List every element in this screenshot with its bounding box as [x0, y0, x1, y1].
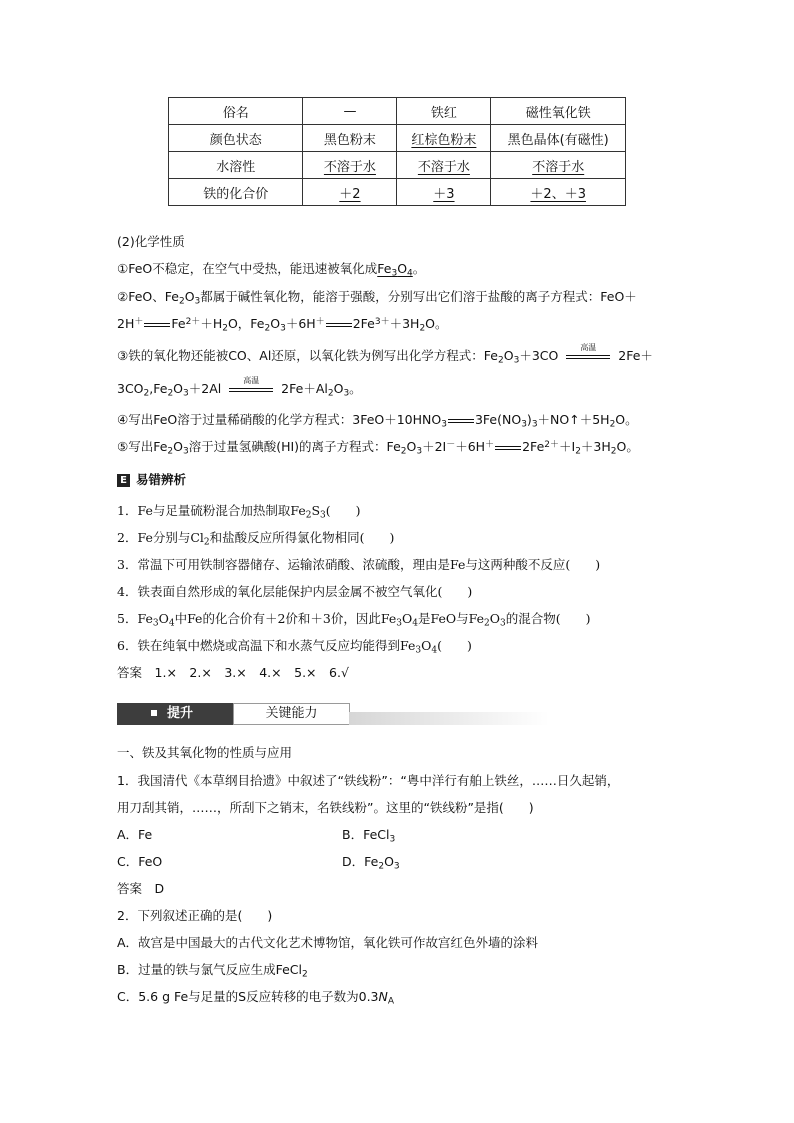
table-cell: [303, 179, 397, 206]
section-banner: [117, 703, 430, 725]
table-cell: —: [303, 98, 397, 125]
question-2: 2．下列叙述正确的是( ): [117, 908, 273, 923]
chem-point-2-equations: 2H＋ $Fe^{2+}+H_2O$，$Fe_2O_3+6H^+$ $2Fe^{3+}+3H_2O$。: [117, 316, 448, 334]
question-1-option-d: D．$Fe_2O_3$: [342, 854, 400, 872]
table-cell: [303, 152, 397, 179]
error-item-1: 1．Fe与足量硫粉混合加热制取$Fe_2S_3$( ): [117, 503, 361, 521]
iron-oxide-properties-table: [168, 97, 626, 206]
table-row: [169, 152, 626, 179]
table-row: [169, 98, 626, 125]
table-cell: 黑色粉末: [303, 125, 397, 152]
question-2-option-a: A．故宫是中国最大的古代文化艺术博物馆，氧化铁可作故宫红色外墙的涂料: [117, 935, 539, 950]
error-item-2: 2．Fe分别与$Cl_2$和盐酸反应所得氯化物相同( ): [117, 530, 395, 548]
question-2-option-b: B．过量的铁与氯气反应生成FeCl$_2$: [117, 962, 308, 980]
question-1-option-c: C．FeO: [117, 854, 163, 869]
question-1-line-1: 1．我国清代《本草纲目拾遗》中叙述了“铁线粉”：“粤中洋行有舶上铁丝，……日久起销，: [117, 773, 620, 788]
table-cell: 俗名: [169, 98, 303, 125]
question-2-option-c: C．5.6 g Fe与足量的S反应转移的电子数为$0.3N_A$: [117, 989, 395, 1007]
answer-blank: 不溶于水: [532, 159, 585, 175]
error-answers: 答案 1.× 2.× 3.× 4.× 5.× 6.√: [117, 665, 349, 680]
reaction-condition: 高温: [566, 350, 610, 364]
table-cell: [491, 152, 626, 179]
error-item-3: 3．常温下可用铁制容器储存、运输浓硝酸、浓硫酸，理由是Fe与这两种酸不反应( ): [117, 557, 601, 572]
chem-point-3-cont: $3CO_2,Fe_2O_3+2Al$ 高温 $2Fe+Al_2O_3$。: [117, 375, 362, 399]
answer-blank: ＋3: [433, 186, 455, 202]
table-cell: [397, 152, 491, 179]
table-cell: 铁红: [397, 98, 491, 125]
error-item-5: 5．$Fe_3O_4$中Fe的化合价有＋2价和＋3价，因此$Fe_3O_4$是FeO与$Fe_2O_3$的混合物( ): [117, 611, 591, 629]
banner-tab-key-ability: 关键能力: [233, 703, 350, 725]
table-cell: 水溶性: [169, 152, 303, 179]
table-cell: [397, 179, 491, 206]
chem-point-2: ②FeO、$Fe_2O_3$都属于碱性氧化物，能溶于强酸，分别写出它们溶于盐酸的离子方程式：FeO＋: [117, 289, 637, 307]
question-1-option-a: A．Fe: [117, 827, 153, 842]
chem-point-4: ④写出FeO溶于过量稀硝酸的化学方程式：$3FeO+10HNO_3$ $3Fe(NO_3)_3+NO↑+5H_2O$。: [117, 412, 638, 430]
question-1-option-b: B．FeCl$_3$: [342, 827, 396, 845]
answer-blank: 不溶于水: [323, 159, 376, 175]
table-cell: 铁的化合价: [169, 179, 303, 206]
chem-properties-heading: (2)化学性质: [117, 234, 185, 249]
question-1-answer: 答案 D: [117, 881, 165, 896]
error-item-4: 4．铁表面自然形成的氧化层能保护内层金属不被空气氧化( ): [117, 584, 473, 599]
table-cell: 黑色晶体(有磁性): [491, 125, 626, 152]
chem-point-3: ③铁的氧化物还能被CO、Al还原，以氧化铁为例写出化学方程式：$Fe_2O_3+3CO$ 高温 2Fe＋: [117, 342, 653, 366]
error-item-6: 6．铁在纯氧中燃烧或高温下和水蒸气反应均能得到$Fe_3O_4$( ): [117, 638, 472, 656]
section-badge-icon: E: [117, 474, 130, 487]
answer-blank: ＋2: [339, 186, 361, 202]
banner-gradient: [349, 712, 549, 725]
chem-point-5: ⑤写出$Fe_2O_3$溶于过量氢碘酸(HI)的离子方程式：$Fe_2O_3+2I^-+6H^+$ $2Fe^{2+}+I_2+3H_2O$。: [117, 439, 639, 457]
error-analysis-heading: E 易错辨析: [117, 471, 186, 489]
reaction-condition: 高温: [229, 383, 273, 397]
table-cell: [397, 125, 491, 152]
question-1-line-2: 用刀刮其销，……，所刮下之销末，名铁线粉”。这里的“铁线粉”是指( ): [117, 800, 534, 815]
table-cell: [491, 179, 626, 206]
section-title: 一、铁及其氧化物的性质与应用: [117, 745, 293, 760]
table-row: [169, 125, 626, 152]
answer-blank: ＋2、＋3: [530, 186, 586, 202]
table-cell: 磁性氧化铁: [491, 98, 626, 125]
answer-blank: 红棕色粉末: [411, 132, 477, 148]
chem-point-1: ①FeO不稳定，在空气中受热，能迅速被氧化成$Fe_3O_4$。: [117, 261, 426, 279]
square-icon: [151, 710, 157, 716]
table-row: [169, 179, 626, 206]
banner-tab-improve: 提升: [117, 703, 233, 725]
answer-blank: 不溶于水: [417, 159, 470, 175]
table-cell: 颜色状态: [169, 125, 303, 152]
